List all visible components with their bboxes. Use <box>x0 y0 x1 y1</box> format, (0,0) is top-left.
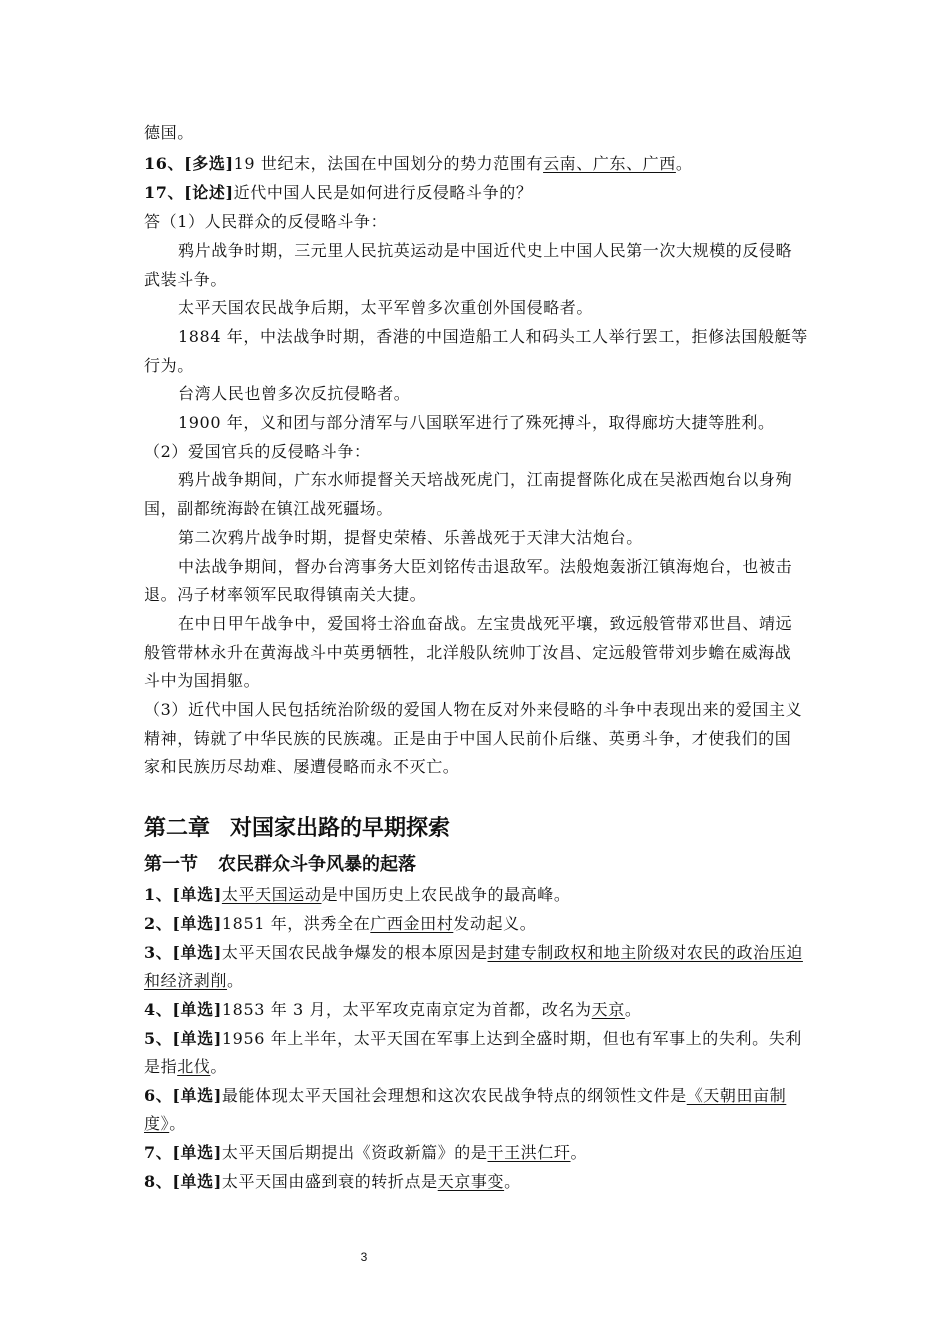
question-item: 3、[单选]太平天国农民战争爆发的根本原因是封建专制政权和地主阶级对农民的政治压迫 <box>144 943 803 962</box>
question-item-cont: 是指北伐。 <box>144 1057 228 1076</box>
answer-text: 云南、广东、广西 <box>543 154 676 173</box>
question-16: 16、[多选]19 世纪末，法国在中国划分的势力范围有云南、广东、广西。 <box>144 154 693 173</box>
paragraph: 第二次鸦片战争时期，提督史荣椿、乐善战死于天津大沽炮台。 <box>178 528 643 547</box>
paragraph: 台湾人民也曾多次反抗侵略者。 <box>178 384 411 403</box>
question-item: 2、[单选]1851 年，洪秀全在广西金田村发动起义。 <box>144 914 537 933</box>
question-type-tag: [论述] <box>184 183 234 202</box>
answer-text: 干王洪仁玕 <box>487 1143 571 1162</box>
answer-text: 度》 <box>144 1114 170 1133</box>
question-text: 19 世纪末，法国在中国划分的势力范围有 <box>233 154 544 173</box>
paragraph-cont: 行为。 <box>144 356 194 375</box>
answer-subheading: （2）爱国官兵的反侵略斗争： <box>144 442 371 461</box>
answer-text: 《天朝田亩制 <box>686 1086 787 1105</box>
question-item: 4、[单选]1853 年 3 月，太平军攻克南京定为首都，改名为天京。 <box>144 1000 642 1019</box>
paragraph-cont: 斗中为国捐躯。 <box>144 671 261 690</box>
paragraph: 1900 年，义和团与部分清军与八国联军进行了殊死搏斗，取得廊坊大捷等胜利。 <box>178 413 775 432</box>
question-text: 近代中国人民是如何进行反侵略斗争的？ <box>233 183 533 202</box>
answer-text: 天京事变 <box>437 1172 505 1191</box>
paragraph: 鸦片战争期间，广东水师提督关天培战死虎门，江南提督陈化成在吴淞西炮台以身殉 <box>178 470 793 489</box>
section-heading: 第一节 农民群众斗争风暴的起落 <box>144 854 416 875</box>
paragraph-cont: 武装斗争。 <box>144 270 228 289</box>
answer-text: 北伐 <box>177 1057 211 1076</box>
paragraph-cont: 家和民族历尽劫难、屡遭侵略而永不灭亡。 <box>144 757 460 776</box>
answer-text: 太平天国运动 <box>221 885 322 904</box>
question-item-cont: 和经济剥削。 <box>144 971 244 990</box>
paragraph: 在中日甲午战争中，爱国将士浴血奋战。左宝贵战死平壤，致远般管带邓世昌、靖远 <box>178 614 793 633</box>
paragraph-cont: 般管带林永升在黄海战斗中英勇牺牲，北洋般队统帅丁汝昌、定远般管带刘步蟾在威海战 <box>144 643 792 662</box>
question-number: 17、 <box>144 183 185 202</box>
answer-text: 广西金田村 <box>370 914 454 933</box>
answer-text: 封建专制政权和地主阶级对农民的政治压迫 <box>487 943 803 962</box>
paragraph-cont: 退。冯子材率领军民取得镇南关大捷。 <box>144 585 427 604</box>
paragraph: 鸦片战争时期，三元里人民抗英运动是中国近代史上中国人民第一次大规模的反侵略 <box>178 241 793 260</box>
paragraph: 中法战争期间，督办台湾事务大臣刘铭传击退敌军。法般炮轰浙江镇海炮台，也被击 <box>178 557 793 576</box>
question-17 <box>144 183 532 203</box>
question-item: 1、[单选]太平天国运动是中国历史上农民战争的最高峰。 <box>144 885 571 904</box>
paragraph: 1884 年，中法战争时期，香港的中国造船工人和码头工人举行罢工，拒修法国般艇等 <box>178 327 808 346</box>
question-number: 16、 <box>144 154 185 173</box>
answer-subheading: （3）近代中国人民包括统治阶级的爱国人物在反对外来侵略的斗争中表现出来的爱国主义 <box>144 700 803 719</box>
question-item: 8、[单选]太平天国由盛到衰的转折点是天京事变。 <box>144 1172 521 1191</box>
continued-text: 德国。 <box>144 123 194 142</box>
question-item-cont: 度》。 <box>144 1114 186 1133</box>
question-item: 7、[单选]太平天国后期提出《资政新篇》的是干王洪仁玕。 <box>144 1143 588 1162</box>
answer-intro: 答（1）人民群众的反侵略斗争： <box>144 212 388 231</box>
paragraph: 太平天国农民战争后期，太平军曾多次重创外国侵略者。 <box>178 298 594 317</box>
chapter-heading: 第二章 对国家出路的早期探索 <box>144 816 451 841</box>
question-type-tag: [多选] <box>184 154 234 173</box>
paragraph-cont: 国，副都统海龄在镇江战死疆场。 <box>144 499 394 518</box>
page-number: 3 <box>360 1250 368 1264</box>
answer-text: 和经济剥削 <box>144 971 228 990</box>
question-item: 5、[单选]1956 年上半年，太平天国在军事上达到全盛时期，但也有军事上的失利。失利 <box>144 1029 802 1048</box>
answer-text: 天京 <box>591 1000 625 1019</box>
question-item: 6、[单选]最能体现太平天国社会理想和这次农民战争特点的纲领性文件是《天朝田亩制 <box>144 1086 787 1105</box>
paragraph-cont: 精神，铸就了中华民族的民族魂。正是由于中国人民前仆后继、英勇斗争，才使我们的国 <box>144 729 792 748</box>
